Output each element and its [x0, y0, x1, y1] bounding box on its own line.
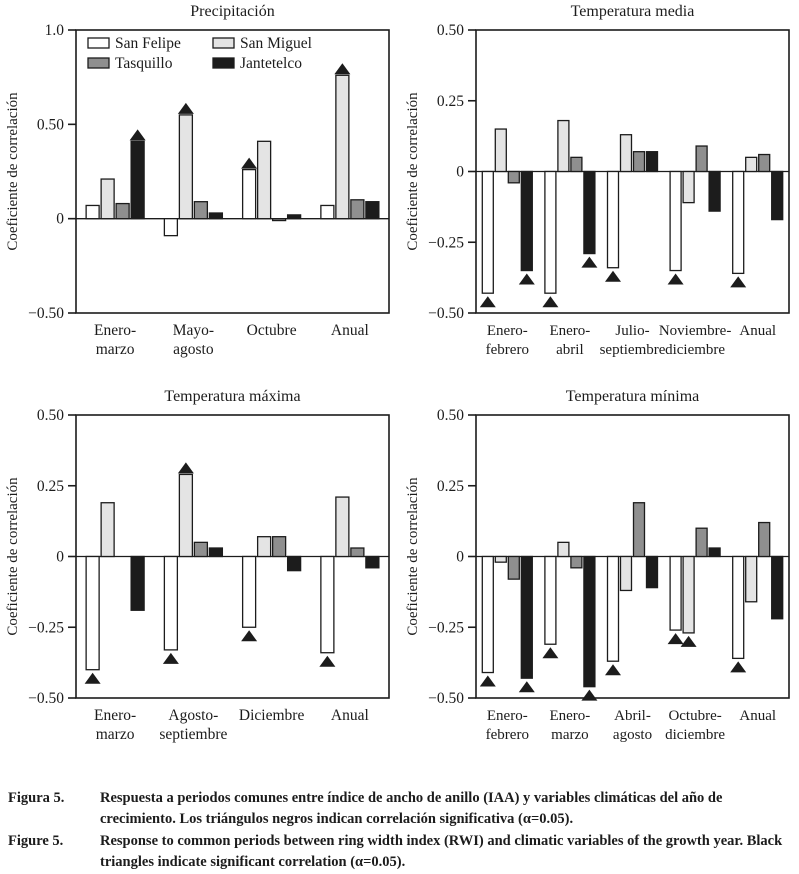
bar-san-felipe — [733, 172, 744, 274]
bar-san-miguel — [336, 75, 349, 218]
bar-san-miguel — [101, 179, 114, 219]
chart-title: Temperatura mínima — [565, 388, 700, 405]
bar-jantetelco — [584, 172, 595, 254]
significance-triangle — [542, 296, 558, 307]
bar-san-felipe — [243, 170, 256, 219]
bar-jantetelco — [209, 548, 222, 556]
bar-san-miguel — [101, 503, 114, 557]
bar-jantetelco — [647, 557, 658, 588]
x-tick-label: Anual — [330, 322, 369, 339]
legend-label-jantetelco: Jantetelco — [240, 55, 302, 72]
bar-san-miguel — [495, 129, 506, 171]
significance-triangle — [519, 681, 535, 692]
bar-tasquillo — [273, 537, 286, 557]
y-tick-label: 0 — [456, 163, 464, 181]
bar-tasquillo — [508, 557, 519, 580]
bar-jantetelco — [584, 557, 595, 687]
chart-temperatura-media — [400, 0, 799, 378]
bar-tasquillo — [696, 528, 707, 556]
significance-triangle — [730, 661, 746, 672]
bar-san-miguel — [558, 121, 569, 172]
bar-tasquillo — [351, 200, 364, 219]
significance-triangle — [178, 462, 194, 473]
y-tick-label: −0.25 — [428, 234, 464, 252]
legend-swatch-tasquillo — [88, 58, 109, 68]
caption-row-english — [8, 831, 793, 874]
bar-jantetelco — [288, 215, 301, 219]
caption-text-english: Response to common periods between ring width index (RWI) and climatic variables of the growth year. Black triangles indicate significant correlation (α=0.05). — [100, 832, 783, 871]
significance-triangle — [668, 274, 684, 285]
bar-san-felipe — [608, 557, 619, 662]
y-axis-label: Coeficiente de correlación — [405, 92, 421, 251]
bar-san-miguel — [258, 537, 271, 557]
caption-label-english: Figure 5. — [8, 832, 64, 849]
bar-san-felipe — [670, 172, 681, 271]
y-axis-label: Coeficiente de correlación — [5, 477, 21, 636]
bar-san-felipe — [545, 557, 556, 645]
bar-san-miguel — [683, 172, 694, 203]
bar-san-felipe — [482, 557, 493, 673]
y-tick-label: 0.25 — [36, 477, 64, 495]
x-tick-label: Enero-marzo — [94, 322, 137, 358]
y-tick-label: 1.0 — [44, 22, 64, 39]
y-tick-label: −0.50 — [28, 690, 64, 707]
x-tick-label: Enero-abril — [549, 323, 591, 358]
caption-label-spanish: Figura 5. — [8, 790, 65, 806]
bar-jantetelco — [209, 213, 222, 219]
y-tick-label: 0.50 — [36, 116, 64, 134]
chart-precipitacion — [0, 0, 399, 378]
significance-triangle — [178, 103, 194, 114]
y-tick-label: 0.50 — [436, 407, 464, 424]
x-tick-label: Anual — [739, 323, 777, 339]
significance-triangle — [605, 664, 621, 675]
figure-caption — [8, 788, 793, 874]
bar-san-felipe — [86, 557, 99, 670]
x-tick-label: Mayo-agosto — [172, 322, 215, 358]
bar-tasquillo — [194, 542, 207, 556]
x-tick-label: Abril-agosto — [612, 708, 653, 743]
bar-san-felipe — [670, 557, 681, 631]
legend-swatch-jantetelco — [213, 58, 234, 68]
bar-san-felipe — [545, 172, 556, 294]
y-tick-label: −0.50 — [28, 305, 64, 322]
y-tick-label: 0 — [456, 548, 464, 566]
bar-san-miguel — [179, 474, 192, 556]
bar-jantetelco — [288, 557, 301, 571]
bar-san-felipe — [321, 205, 334, 218]
bar-san-miguel — [621, 135, 632, 172]
significance-triangle — [130, 129, 146, 140]
bar-tasquillo — [759, 155, 770, 172]
caption-text-spanish: Respuesta a periodos comunes entre índice de ancho de anillo (IAA) y variables climáticas del año de crecimiento. Los triángulos negros indican correlación significativa (α=0.05). — [100, 790, 723, 828]
bar-san-felipe — [86, 205, 99, 218]
bar-san-felipe — [321, 557, 334, 653]
y-tick-label: 0.25 — [436, 92, 464, 110]
bar-jantetelco — [521, 557, 532, 679]
bar-tasquillo — [634, 503, 645, 557]
x-tick-label: Enero-marzo — [549, 708, 591, 743]
significance-triangle — [681, 636, 697, 647]
significance-triangle — [241, 158, 257, 169]
bar-jantetelco — [366, 557, 379, 568]
y-tick-label: 0.50 — [436, 22, 464, 39]
significance-triangle — [319, 656, 335, 667]
significance-triangle — [542, 647, 558, 658]
y-tick-label: 0 — [56, 210, 64, 228]
y-tick-label: 0.25 — [436, 477, 464, 495]
bar-san-miguel — [746, 157, 757, 171]
y-tick-label: −0.50 — [428, 690, 464, 707]
x-tick-label: Anual — [330, 707, 369, 724]
legend-label-san-miguel: San Miguel — [240, 35, 312, 52]
bar-jantetelco — [772, 557, 783, 619]
significance-triangle — [668, 633, 684, 644]
bar-tasquillo — [508, 172, 519, 183]
bar-san-miguel — [746, 557, 757, 602]
x-tick-label: Agosto-septiembre — [159, 707, 228, 743]
bar-san-felipe — [608, 172, 619, 268]
legend-swatch-san-miguel — [213, 38, 234, 48]
significance-triangle — [85, 673, 101, 684]
x-tick-label: Enero-marzo — [94, 707, 137, 743]
y-axis-label: Coeficiente de correlación — [405, 477, 421, 636]
bar-san-miguel — [258, 141, 271, 218]
chart-temperatura-minima — [400, 385, 799, 763]
y-tick-label: −0.25 — [28, 619, 64, 637]
caption-row-spanish — [8, 788, 793, 831]
significance-triangle — [480, 296, 496, 307]
bar-san-felipe — [482, 172, 493, 294]
x-tick-label: Diciembre — [238, 707, 305, 724]
bar-jantetelco — [709, 172, 720, 212]
legend-label-tasquillo: Tasquillo — [115, 55, 173, 72]
significance-triangle — [581, 690, 597, 701]
significance-triangle — [605, 271, 621, 282]
bar-san-miguel — [621, 557, 632, 591]
bar-tasquillo — [273, 219, 286, 221]
chart-svg-temperatura-mínima — [400, 385, 799, 763]
y-tick-label: 0.50 — [36, 407, 64, 424]
bar-tasquillo — [634, 152, 645, 172]
bar-tasquillo — [759, 523, 770, 557]
bar-jantetelco — [647, 152, 658, 172]
bar-san-miguel — [495, 557, 506, 563]
x-tick-label: Noviembre-diciembre — [658, 323, 732, 358]
bar-jantetelco — [131, 557, 144, 611]
bar-san-felipe — [164, 557, 177, 650]
chart-svg-temperatura-media — [400, 0, 799, 378]
bar-san-miguel — [179, 115, 192, 219]
x-tick-label: Julio-septiembre — [599, 323, 666, 358]
bar-san-miguel — [558, 542, 569, 556]
legend-label-san-felipe: San Felipe — [115, 35, 181, 52]
bar-san-miguel — [683, 557, 694, 633]
bar-san-felipe — [164, 219, 177, 236]
chart-svg-temperatura-máxima — [0, 385, 399, 763]
x-tick-label: Octubre-diciembre — [665, 708, 726, 743]
chart-title: Temperatura máxima — [164, 388, 301, 405]
bar-tasquillo — [696, 146, 707, 171]
chart-svg-precipitación — [0, 0, 399, 378]
significance-triangle — [163, 653, 179, 664]
x-tick-label: Octubre — [246, 322, 297, 339]
y-tick-label: 0 — [56, 548, 64, 566]
y-tick-label: −0.25 — [428, 619, 464, 637]
legend-swatch-san-felipe — [88, 38, 109, 48]
bar-san-felipe — [243, 557, 256, 628]
chart-title: Temperatura media — [570, 3, 695, 20]
bar-jantetelco — [521, 172, 532, 271]
x-tick-label: Anual — [739, 708, 777, 724]
bar-tasquillo — [116, 204, 129, 219]
significance-triangle — [241, 630, 257, 641]
significance-triangle — [480, 676, 496, 687]
bar-tasquillo — [194, 202, 207, 219]
y-axis-label: Coeficiente de correlación — [5, 92, 21, 251]
bar-tasquillo — [351, 548, 364, 556]
bar-jantetelco — [772, 172, 783, 220]
chart-temperatura-maxima — [0, 385, 399, 763]
bar-jantetelco — [366, 202, 379, 219]
significance-triangle — [730, 276, 746, 287]
significance-triangle — [519, 274, 535, 285]
significance-triangle — [334, 63, 350, 74]
x-tick-label: Enero-febrero — [485, 708, 529, 743]
significance-triangle — [581, 257, 597, 268]
x-tick-label: Enero-febrero — [485, 323, 529, 358]
chart-title: Precipitación — [190, 3, 275, 20]
y-tick-label: −0.50 — [428, 305, 464, 322]
bar-tasquillo — [571, 557, 582, 568]
bar-jantetelco — [709, 548, 720, 556]
bar-jantetelco — [131, 141, 144, 218]
bar-san-miguel — [336, 497, 349, 556]
bar-tasquillo — [571, 157, 582, 171]
bar-san-felipe — [733, 557, 744, 659]
